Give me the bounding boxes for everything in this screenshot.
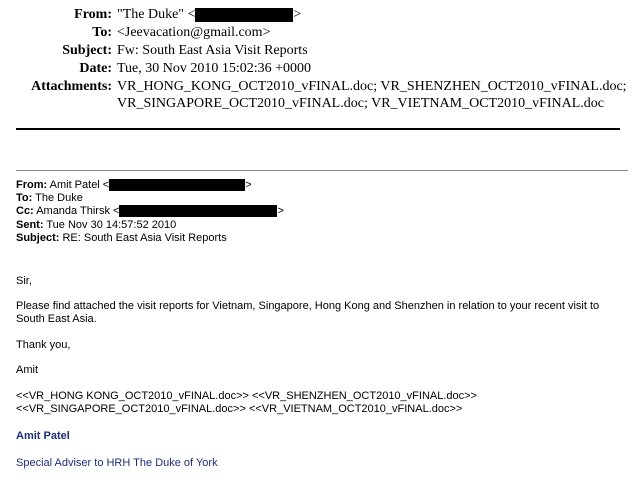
forward-cc-label: Cc: (16, 205, 34, 217)
forward-from-close: > (245, 179, 252, 191)
forward-to-value: The Duke (35, 192, 83, 204)
header-attachments-row (0, 78, 634, 96)
forward-sent-value: Tue Nov 30 14:57:52 2010 (46, 219, 177, 231)
header-to-label: To: (92, 25, 112, 40)
signature-name: Amit Patel (16, 430, 70, 442)
forward-subject-row (16, 232, 227, 245)
header-attachments-line2[interactable]: VR_SINGAPORE_OCT2010_vFINAL.doc; VR_VIETNAM_OCT2010_vFINAL.doc (117, 96, 605, 111)
body-paragraph-line2: South East Asia. (16, 313, 97, 325)
redaction-block (109, 179, 245, 191)
header-from-value (117, 6, 301, 24)
forward-cc-close: > (277, 205, 284, 217)
header-date-row (0, 60, 634, 78)
body-attachment-line2[interactable]: <<VR_SINGAPORE_OCT2010_vFINAL.doc>> <<VR_VIETNAM_OCT2010_vFINAL.doc>> (16, 403, 463, 415)
body-signoff: Amit (16, 364, 38, 376)
signature-title: Special Adviser to HRH The Duke of York (16, 457, 218, 469)
header-from-name: "The Duke" < (117, 7, 196, 22)
forward-from-row (16, 179, 252, 192)
forward-to-row (16, 192, 83, 205)
header-from-label: From: (74, 7, 112, 22)
forward-to-label: To: (16, 192, 33, 204)
redaction-block (195, 8, 293, 22)
header-divider (16, 128, 620, 130)
header-date-value: Tue, 30 Nov 2010 15:02:36 +0000 (117, 61, 312, 76)
header-subject-value: Fw: South East Asia Visit Reports (117, 43, 308, 58)
header-subject-label: Subject: (62, 43, 112, 58)
forward-divider (16, 170, 628, 171)
body-greeting: Sir, (16, 275, 32, 287)
forward-cc-value: Amanda Thirsk < (36, 205, 120, 217)
header-date-label: Date: (79, 61, 112, 76)
header-from-close: > (293, 7, 302, 22)
body-attachment-line1[interactable]: <<VR_HONG KONG_OCT2010_vFINAL.doc>> <<VR_SHENZHEN_OCT2010_vFINAL.doc>> (16, 390, 477, 402)
forward-subject-label: Subject: (16, 232, 60, 244)
body-thanks: Thank you, (16, 339, 71, 351)
header-to-value[interactable]: <Jeevacation@gmail.com> (117, 25, 271, 40)
forward-cc-row (16, 205, 284, 218)
forward-from-value: Amit Patel < (49, 179, 110, 191)
header-attachments-label: Attachments: (31, 79, 112, 94)
header-subject-row (0, 42, 634, 60)
header-to-row (0, 24, 634, 42)
header-from-row (0, 6, 634, 24)
forward-subject-value: RE: South East Asia Visit Reports (62, 232, 227, 244)
redaction-block (119, 205, 277, 217)
forward-sent-label: Sent: (16, 219, 44, 231)
body-paragraph-line1: Please find attached the visit reports for Vietnam, Singapore, Hong Kong and Shenzhen in relation to your recent visit to (16, 300, 600, 312)
forward-sent-row (16, 219, 176, 232)
forward-from-label: From: (16, 179, 48, 191)
header-attachments-line1[interactable]: VR_HONG_KONG_OCT2010_vFINAL.doc; VR_SHENZHEN_OCT2010_vFINAL.doc; (117, 79, 627, 94)
